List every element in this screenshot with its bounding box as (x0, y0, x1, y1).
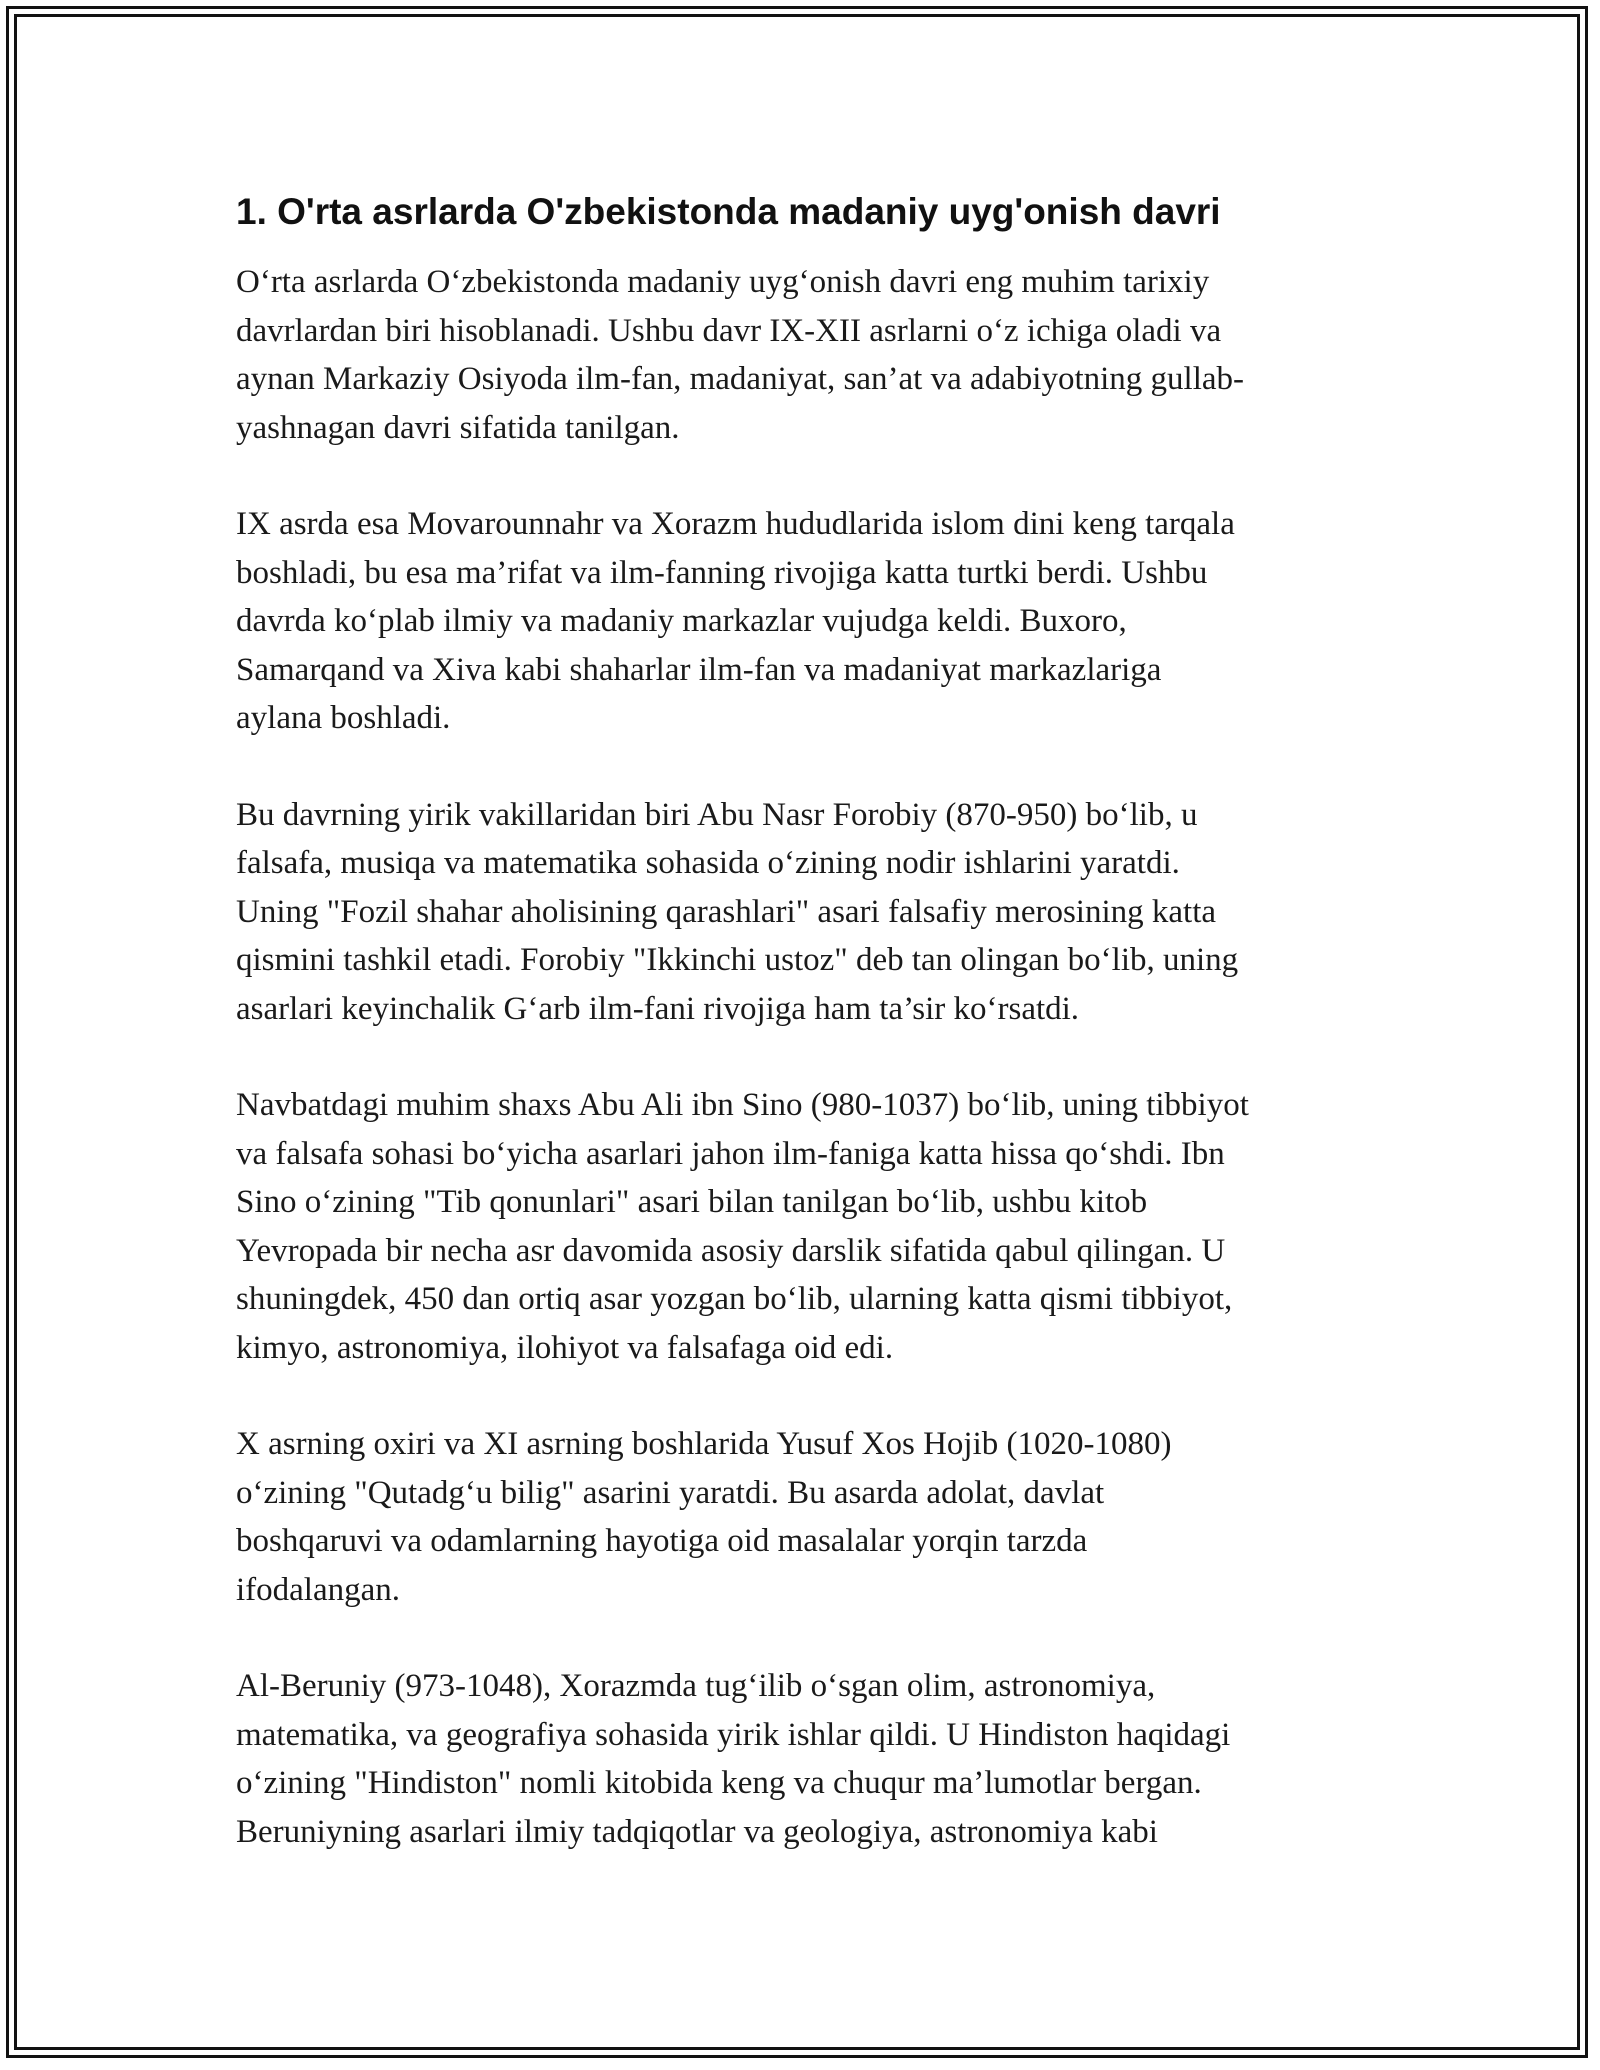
text-line: Bu davrning yirik vakillaridan biri Abu Nasr Forobiy (870-950) bo‘lib, u (236, 796, 1198, 833)
text-line: davrlardan biri hisoblanadi. Ushbu davr IX-XII asrlarni o‘z ichiga oladi va (236, 312, 1222, 349)
text-line: shuningdek, 450 dan ortiq asar yozgan bo‘lib, ularning katta qismi tibbiyot, (236, 1281, 1233, 1317)
paragraph-islam-spread (236, 500, 1376, 743)
text-line: davrda ko‘plab ilmiy va madaniy markazlar vujudga keldi. Buxoro, (236, 603, 1127, 639)
text-line: Yevropada bir necha asr davomida asosiy darslik sifatida qabul qilingan. U (236, 1232, 1226, 1269)
text-line: IX asrda esa Movarounnahr va Xorazm hududlarida islom dini keng tarqala (236, 506, 1235, 542)
text-line: qismini tashkil etadi. Forobiy "Ikkinchi ustoz" deb tan olingan bo‘lib, uning (236, 942, 1239, 978)
text-line: Navbatdagi muhim shaxs Abu Ali ibn Sino (980-1037) bo‘lib, uning tibbiyot (236, 1087, 1249, 1123)
text-line: va falsafa sohasi bo‘yicha asarlari jahon ilm-faniga katta hissa qo‘shdi. Ibn (236, 1135, 1225, 1172)
text-line: ifodalangan. (236, 1571, 401, 1608)
text-line: Al-Beruniy (973-1048), Xorazmda tug‘ilib o‘sgan olim, astronomiya, (236, 1668, 1156, 1704)
text-line: Uning "Fozil shahar aholisining qarashlari" asari falsafiy merosining katta (236, 893, 1217, 930)
text-line: falsafa, musiqa va matematika sohasida o‘zining nodir ishlarini yaratdi. (236, 845, 1180, 881)
text-line: aylana boshladi. (236, 700, 451, 736)
text-line: O‘rta asrlarda O‘zbekistonda madaniy uyg‘onish davri eng muhim tarixiy (236, 264, 1210, 300)
text-line: matematika, va geografiya sohasida yirik ishlar qildi. U Hindiston haqidagi (236, 1716, 1231, 1753)
text-line: asarlari keyinchalik G‘arb ilm-fani rivojiga ham ta’sir ko‘rsatdi. (236, 990, 1080, 1027)
text-line: Beruniyning asarlari ilmiy tadqiqotlar va geologiya, astronomiya kabi (236, 1813, 1158, 1850)
document-body (236, 186, 1376, 1904)
text-line: boshladi, bu esa ma’rifat va ilm-fanning rivojiga katta turtki berdi. Ushbu (236, 554, 1208, 591)
text-line: kimyo, astronomiya, ilohiyot va falsafaga oid edi. (236, 1329, 894, 1366)
paragraph-yusuf-xos-hojib (236, 1420, 1376, 1614)
paragraph-ibn-sino (236, 1081, 1376, 1372)
text-line: X asrning oxiri va XI asrning boshlarida Yusuf Xos Hojib (1020-1080) (236, 1426, 1172, 1462)
paragraph-intro (236, 258, 1376, 452)
text-line: Sino o‘zining "Tib qonunlari" asari bilan tanilgan bo‘lib, ushbu kitob (236, 1184, 1148, 1220)
text-line: boshqaruvi va odamlarning hayotiga oid masalalar yorqin tarzda (236, 1523, 1088, 1559)
text-line: yashnagan davri sifatida tanilgan. (236, 409, 680, 446)
section-heading: 1. O'rta asrlarda O'zbekistonda madaniy uyg'onish davri (236, 191, 1221, 232)
text-line: aynan Markaziy Osiyoda ilm-fan, madaniyat, san’at va adabiyotning gullab- (236, 361, 1245, 397)
text-line: o‘zining "Hindiston" nomli kitobida keng va chuqur ma’lumotlar bergan. (236, 1765, 1202, 1801)
paragraph-forobiy (236, 791, 1376, 1034)
paragraph-beruniy (236, 1662, 1376, 1856)
text-line: o‘zining "Qutadg‘u bilig" asarini yaratdi. Bu asarda adolat, davlat (236, 1474, 1105, 1511)
text-line: Samarqand va Xiva kabi shaharlar ilm-fan va madaniyat markazlariga (236, 651, 1162, 688)
